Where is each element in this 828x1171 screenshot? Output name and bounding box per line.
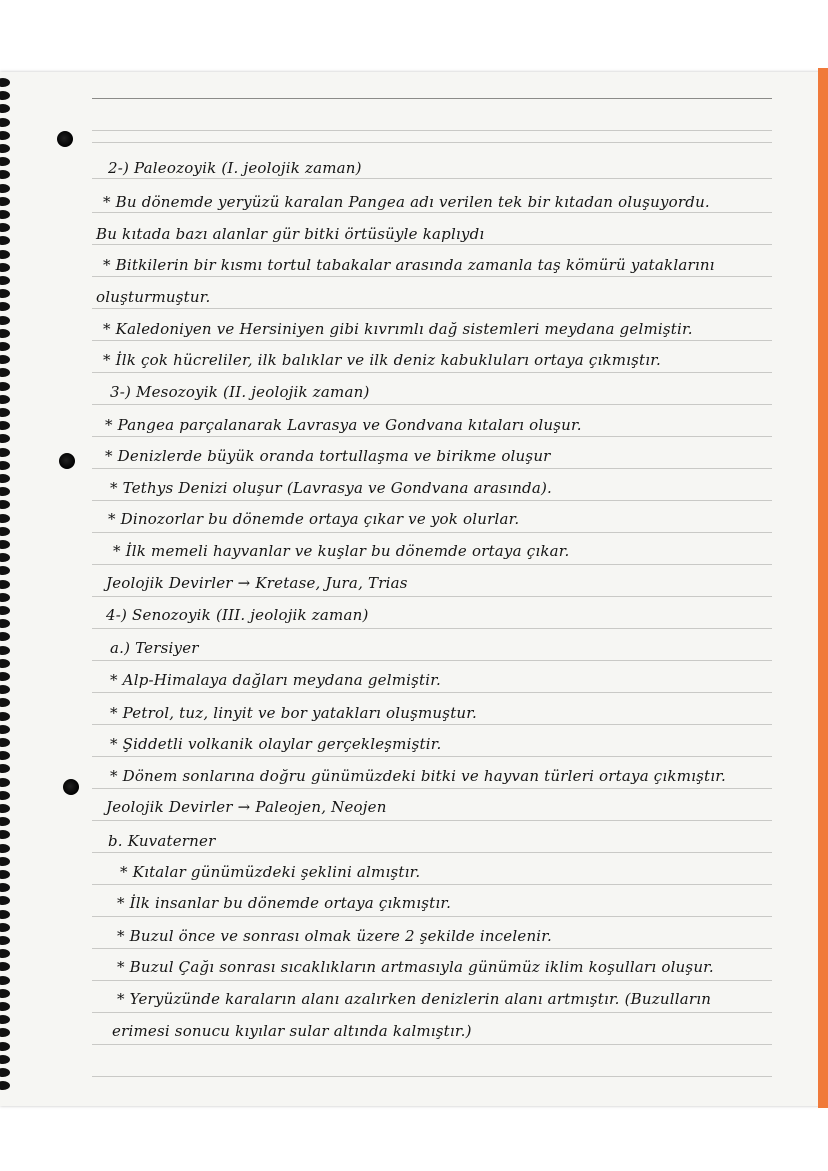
note-line: * Dönem sonlarına doğru günümüzdeki bitki ve hayvan türleri ortaya çıkmıştır. xyxy=(110,767,726,785)
note-line: * Yeryüzünde karaların alanı azalırken denizlerin alanı artmıştır. (Buzulların xyxy=(117,990,712,1008)
note-line: Jeolojik Devirler → Kretase, Jura, Trias xyxy=(106,574,408,592)
spiral-ring xyxy=(0,659,10,668)
spiral-ring xyxy=(0,1028,10,1037)
ruled-line xyxy=(92,308,772,309)
note-line: * Petrol, tuz, linyit ve bor yatakları oluşmuştur. xyxy=(110,704,477,722)
spiral-ring xyxy=(0,78,10,87)
spiral-ring xyxy=(0,1002,10,1011)
note-line: * Alp-Himalaya dağları meydana gelmiştir. xyxy=(110,671,441,689)
spiral-ring xyxy=(0,170,10,179)
ruled-line xyxy=(92,788,772,789)
ruled-line xyxy=(92,596,772,597)
spiral-binding xyxy=(0,78,16,1098)
ruled-line xyxy=(92,660,772,661)
spiral-ring xyxy=(0,144,10,153)
ruled-line xyxy=(92,756,772,757)
spiral-ring xyxy=(0,316,10,325)
ruled-line xyxy=(92,948,772,949)
spiral-ring xyxy=(0,817,10,826)
ruled-line xyxy=(92,692,772,693)
spiral-ring xyxy=(0,500,10,509)
spiral-ring xyxy=(0,672,10,681)
spiral-ring xyxy=(0,989,10,998)
ruled-line xyxy=(92,820,772,821)
spiral-ring xyxy=(0,1081,10,1090)
note-line: * Kaledoniyen ve Hersiniyen gibi kıvrımlı dağ sistemleri meydana gelmiştir. xyxy=(103,320,693,338)
ruled-line xyxy=(92,130,772,131)
spiral-ring xyxy=(0,949,10,958)
note-line: b. Kuvaterner xyxy=(108,832,216,850)
spiral-ring xyxy=(0,606,10,615)
ruled-line xyxy=(92,340,772,341)
spiral-ring xyxy=(0,844,10,853)
ruled-line xyxy=(92,1044,772,1045)
page-edge-strip xyxy=(818,68,828,1108)
spiral-ring xyxy=(0,276,10,285)
spiral-ring xyxy=(0,355,10,364)
spiral-ring xyxy=(0,421,10,430)
spiral-ring xyxy=(0,738,10,747)
spiral-ring xyxy=(0,487,10,496)
note-line: 4-) Senozoyik (III. jeolojik zaman) xyxy=(106,606,369,624)
spiral-ring xyxy=(0,342,10,351)
note-line: Jeolojik Devirler → Paleojen, Neojen xyxy=(106,798,387,816)
ruled-line xyxy=(92,852,772,853)
note-line: * Bitkilerin bir kısmı tortul tabakalar arasında zamanla taş kömürü yataklarını xyxy=(103,256,715,274)
note-line: * Buzul Çağı sonrası sıcaklıkların artmasıyla günümüz iklim koşulları oluşur. xyxy=(117,958,714,976)
spiral-ring xyxy=(0,408,10,417)
note-line: Bu kıtada bazı alanlar gür bitki örtüsüyle kaplıydı xyxy=(96,225,485,243)
spiral-ring xyxy=(0,210,10,219)
spiral-ring xyxy=(0,646,10,655)
spiral-ring xyxy=(0,1068,10,1077)
spiral-ring xyxy=(0,197,10,206)
note-line: * Tethys Denizi oluşur (Lavrasya ve Gondvana arasında). xyxy=(110,479,553,497)
spiral-ring xyxy=(0,830,10,839)
spiral-ring xyxy=(0,896,10,905)
ruled-line xyxy=(92,532,772,533)
spiral-ring xyxy=(0,461,10,470)
ruled-line xyxy=(92,916,772,917)
spiral-ring xyxy=(0,395,10,404)
spiral-ring xyxy=(0,936,10,945)
ruled-line xyxy=(92,628,772,629)
note-line: a.) Tersiyer xyxy=(110,639,199,657)
spiral-ring xyxy=(0,263,10,272)
spiral-ring xyxy=(0,910,10,919)
punch-hole-middle xyxy=(59,453,75,469)
spiral-ring xyxy=(0,1015,10,1024)
spiral-ring xyxy=(0,289,10,298)
spiral-ring xyxy=(0,434,10,443)
spiral-ring xyxy=(0,764,10,773)
ruled-line xyxy=(92,500,772,501)
note-line: * Pangea parçalanarak Lavrasya ve Gondvana kıtaları oluşur. xyxy=(105,416,582,434)
spiral-ring xyxy=(0,474,10,483)
spiral-ring xyxy=(0,329,10,338)
spiral-ring xyxy=(0,976,10,985)
spiral-ring xyxy=(0,514,10,523)
note-line: * Buzul önce ve sonrası olmak üzere 2 şekilde incelenir. xyxy=(117,927,552,945)
spiral-ring xyxy=(0,883,10,892)
spiral-ring xyxy=(0,857,10,866)
note-line: * Kıtalar günümüzdeki şeklini almıştır. xyxy=(120,863,421,881)
ruled-line xyxy=(92,98,772,99)
spiral-ring xyxy=(0,382,10,391)
note-line: * Dinozorlar bu dönemde ortaya çıkar ve yok olurlar. xyxy=(108,510,520,528)
spiral-ring xyxy=(0,302,10,311)
punch-hole-bottom xyxy=(63,779,79,795)
spiral-ring xyxy=(0,223,10,232)
spiral-ring xyxy=(0,540,10,549)
spiral-ring xyxy=(0,236,10,245)
ruled-line xyxy=(92,178,772,179)
note-line: oluşturmuştur. xyxy=(96,288,211,306)
spiral-ring xyxy=(0,527,10,536)
spiral-ring xyxy=(0,778,10,787)
ruled-line xyxy=(92,468,772,469)
spiral-ring xyxy=(0,580,10,589)
spiral-ring xyxy=(0,157,10,166)
spiral-ring xyxy=(0,870,10,879)
ruled-line xyxy=(92,1076,772,1077)
spiral-ring xyxy=(0,725,10,734)
ruled-line xyxy=(92,244,772,245)
spiral-ring xyxy=(0,1042,10,1051)
spiral-ring xyxy=(0,368,10,377)
spiral-ring xyxy=(0,923,10,932)
spiral-ring xyxy=(0,91,10,100)
ruled-line xyxy=(92,564,772,565)
spiral-ring xyxy=(0,962,10,971)
ruled-line xyxy=(92,724,772,725)
spiral-ring xyxy=(0,448,10,457)
ruled-line xyxy=(92,404,772,405)
note-line: 3-) Mesozoyik (II. jeolojik zaman) xyxy=(110,383,370,401)
spiral-ring xyxy=(0,712,10,721)
ruled-line xyxy=(92,884,772,885)
note-line: * Şiddetli volkanik olaylar gerçekleşmiştir. xyxy=(110,735,442,753)
spiral-ring xyxy=(0,685,10,694)
spiral-ring xyxy=(0,1055,10,1064)
punch-hole-top xyxy=(57,131,73,147)
spiral-ring xyxy=(0,632,10,641)
spiral-ring xyxy=(0,118,10,127)
spiral-ring xyxy=(0,804,10,813)
ruled-line xyxy=(92,1012,772,1013)
ruled-line xyxy=(92,372,772,373)
spiral-ring xyxy=(0,553,10,562)
spiral-ring xyxy=(0,593,10,602)
spiral-ring xyxy=(0,566,10,575)
ruled-line xyxy=(92,142,772,143)
ruled-line xyxy=(92,436,772,437)
ruled-line xyxy=(92,212,772,213)
spiral-ring xyxy=(0,619,10,628)
note-line: * İlk insanlar bu dönemde ortaya çıkmıştır. xyxy=(117,894,452,912)
spiral-ring xyxy=(0,184,10,193)
note-line: * Denizlerde büyük oranda tortullaşma ve birikme oluşur xyxy=(105,447,551,465)
spiral-ring xyxy=(0,104,10,113)
note-line: erimesi sonucu kıyılar sular altında kalmıştır.) xyxy=(112,1022,472,1040)
note-line: * Bu dönemde yeryüzü karalan Pangea adı verilen tek bir kıtadan oluşuyordu. xyxy=(103,193,710,211)
note-line: 2-) Paleozoyik (I. jeolojik zaman) xyxy=(108,159,362,177)
note-line: * İlk çok hücreliler, ilk balıklar ve ilk deniz kabukluları ortaya çıkmıştır. xyxy=(103,351,661,369)
ruled-line xyxy=(92,276,772,277)
spiral-ring xyxy=(0,791,10,800)
note-line: * İlk memeli hayvanlar ve kuşlar bu dönemde ortaya çıkar. xyxy=(113,542,570,560)
ruled-line xyxy=(92,980,772,981)
spiral-ring xyxy=(0,250,10,259)
spiral-ring xyxy=(0,698,10,707)
spiral-ring xyxy=(0,131,10,140)
spiral-ring xyxy=(0,751,10,760)
